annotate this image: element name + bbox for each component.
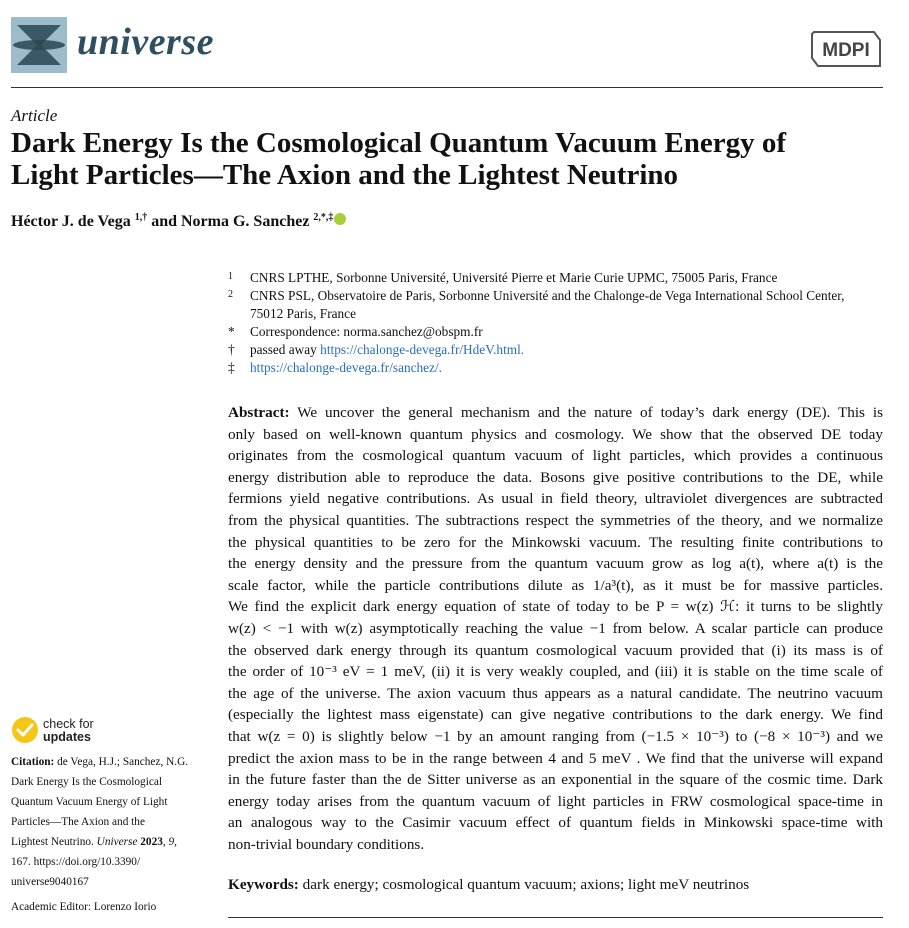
abstract-line: the order of 10⁻³ eV = 1 meV, (ii) it is very weakly coupled, and (iii) it is stable on the time scale of bbox=[228, 663, 883, 681]
header-divider bbox=[11, 87, 883, 88]
abstract-line-text: We uncover the general mechanism and the nature of today’s dark energy (DE). This is bbox=[297, 404, 883, 421]
abstract-line: w(z) < −1 with w(z) asymptotically reaching the value −1 from below. A scalar particle can produce bbox=[228, 619, 883, 637]
abstract-line: the physical quantities to be zero for the Minkowski vacuum. The resulting finite contributions to bbox=[228, 533, 883, 551]
mdpi-logo-icon bbox=[808, 26, 884, 72]
abstract-line: in the future faster than the de Sitter universe as an exponential in the square of the cosmic time. Dark bbox=[228, 771, 883, 789]
ddagger-mark: ‡ bbox=[228, 360, 235, 375]
journal-logo[interactable] bbox=[11, 17, 67, 73]
abstract-line: scale factor, while the particle contributions dilute as 1/a³(t), as it must be for massive particles. bbox=[228, 576, 883, 594]
abstract bbox=[228, 402, 883, 855]
ddagger-note bbox=[250, 359, 442, 377]
citation-line bbox=[11, 752, 216, 772]
keywords-label: Keywords: bbox=[228, 876, 299, 893]
keywords bbox=[228, 876, 749, 894]
abstract-line: energy today arises from the quantum vacuum of light particles in FRW cosmological space-time in bbox=[228, 792, 883, 810]
citation-line: Dark Energy Is the Cosmological bbox=[11, 776, 163, 788]
citation-line-text: de Vega, H.J.; Sanchez, N.G. bbox=[57, 756, 189, 768]
article-type: Article bbox=[11, 106, 58, 125]
abstract-line: non-trivial boundary conditions. bbox=[228, 835, 425, 853]
citation-line: Quantum Vacuum Energy of Light bbox=[11, 796, 168, 808]
author-list bbox=[11, 212, 346, 231]
universe-logo-icon bbox=[11, 17, 67, 73]
citation-volume: 9, bbox=[168, 836, 178, 848]
abstract-line: the observed dark energy through its quantum cosmological vacuum provided that (i) its mass is of bbox=[228, 641, 883, 659]
citation-doi-line[interactable]: 167. https://doi.org/10.3390/ bbox=[11, 856, 141, 868]
hdev-link[interactable]: https://chalonge-devega.fr/HdeV.html. bbox=[320, 342, 525, 357]
abstract-line: energy distribution able to reproduce the data. Bosons give positive contributions to the DE, while bbox=[228, 468, 883, 486]
abstract-line: originates from the cosmological quantum vacuum of light particles, which provides a continuous bbox=[228, 447, 883, 465]
affiliation-2-cont: 75012 Paris, France bbox=[250, 306, 356, 321]
affiliation-1-mark: 1 bbox=[228, 271, 233, 282]
abstract-line: (especially the lightest mass eigenstate) can give negative contributions to the dark energy. We find bbox=[228, 706, 883, 724]
mdpi-logo-text: MDPI bbox=[822, 40, 870, 61]
affiliation-2: CNRS PSL, Observatoire de Paris, Sorbonne Université and the Chalonge-de Vega International School Center, bbox=[250, 288, 845, 303]
author-2-affiliation: 2,*,‡ bbox=[313, 212, 334, 223]
author-2-name[interactable]: Norma G. Sanchez bbox=[180, 213, 310, 230]
updates-label-line1[interactable]: check for bbox=[43, 717, 94, 731]
dagger-note-text: passed away bbox=[250, 342, 317, 357]
abstract-line: We find the explicit dark energy equation of state of today to be P = w(z) ℋ: it turns to be slightly bbox=[228, 598, 883, 616]
authors-conjunction: and bbox=[151, 213, 177, 230]
abstract-line: from the physical quantities. The subtractions respect the symmetries of the theory, and we normalize bbox=[228, 511, 883, 529]
academic-editor: Academic Editor: Lorenzo Iorio bbox=[11, 901, 157, 913]
title-line-1: Dark Energy Is the Cosmological Quantum Vacuum Energy of bbox=[11, 127, 786, 159]
affiliation-2-mark: 2 bbox=[228, 289, 233, 300]
sanchez-link[interactable]: https://chalonge-devega.fr/sanchez/. bbox=[250, 360, 442, 375]
author-1-name[interactable]: Héctor J. de Vega bbox=[11, 213, 131, 230]
keywords-text: dark energy; cosmological quantum vacuum; axions; light meV neutrinos bbox=[302, 876, 750, 893]
abstract-line: predict the axion mass to be in the range between 4 and 5 meV . We find that the universe will expand bbox=[228, 749, 883, 767]
check-for-updates-button[interactable] bbox=[11, 716, 39, 744]
affiliation-1: CNRS LPTHE, Sorbonne Université, Université Pierre et Marie Curie UPMC, 75005 Paris, France bbox=[250, 270, 778, 285]
abstract-line: fermions yield negative contributions. As usual in field theory, ultraviolet divergences are subtracted bbox=[228, 490, 883, 508]
orcid-icon[interactable] bbox=[334, 213, 346, 225]
abstract-line: the energy density and the pressure from the quantum vacuum grow as log a(t), where a(t) is the bbox=[228, 555, 883, 573]
article-title bbox=[11, 127, 891, 191]
updates-label-line2[interactable]: updates bbox=[43, 730, 91, 744]
citation bbox=[11, 752, 216, 892]
correspondence-mark: * bbox=[228, 324, 235, 339]
abstract-line bbox=[228, 402, 883, 424]
dagger-mark: † bbox=[228, 342, 235, 357]
abstract-line: an analogous way to the Casimir vacuum effect of quantum fields in Minkowski space-time with bbox=[228, 814, 883, 832]
citation-line-text: Lightest Neutrino. bbox=[11, 836, 94, 848]
journal-name[interactable]: universe bbox=[77, 21, 214, 63]
citation-year: 2023 bbox=[140, 836, 163, 848]
abstract-line: that w(z = 0) is slightly below −1 by an amount ranging from (−1.5 × 10⁻³) to (−8 × 10⁻³) and we bbox=[228, 727, 883, 745]
check-updates-icon bbox=[11, 716, 39, 744]
mdpi-logo[interactable] bbox=[808, 26, 884, 72]
abstract-label: Abstract: bbox=[228, 404, 290, 421]
citation-doi-line[interactable]: universe9040167 bbox=[11, 876, 89, 888]
footer-divider bbox=[228, 917, 883, 918]
author-1-affiliation: 1,† bbox=[134, 212, 148, 223]
dagger-note bbox=[250, 341, 524, 359]
citation-journal: Universe bbox=[96, 836, 138, 848]
citation-line: Particles—The Axion and the bbox=[11, 816, 145, 828]
correspondence[interactable]: Correspondence: norma.sanchez@obspm.fr bbox=[250, 324, 483, 339]
citation-line: Lightest Neutrino. Universe 2023, 9, bbox=[11, 836, 178, 848]
abstract-line: the age of the universe. The axion vacuum thus appears as a natural candidate. The neutrino vacuum bbox=[228, 684, 883, 702]
title-line-2: Light Particles—The Axion and the Lightest Neutrino bbox=[11, 159, 679, 191]
citation-label: Citation: bbox=[11, 756, 55, 768]
abstract-line: only based on well-known quantum physics and cosmology. We show that the observed DE today bbox=[228, 425, 883, 443]
